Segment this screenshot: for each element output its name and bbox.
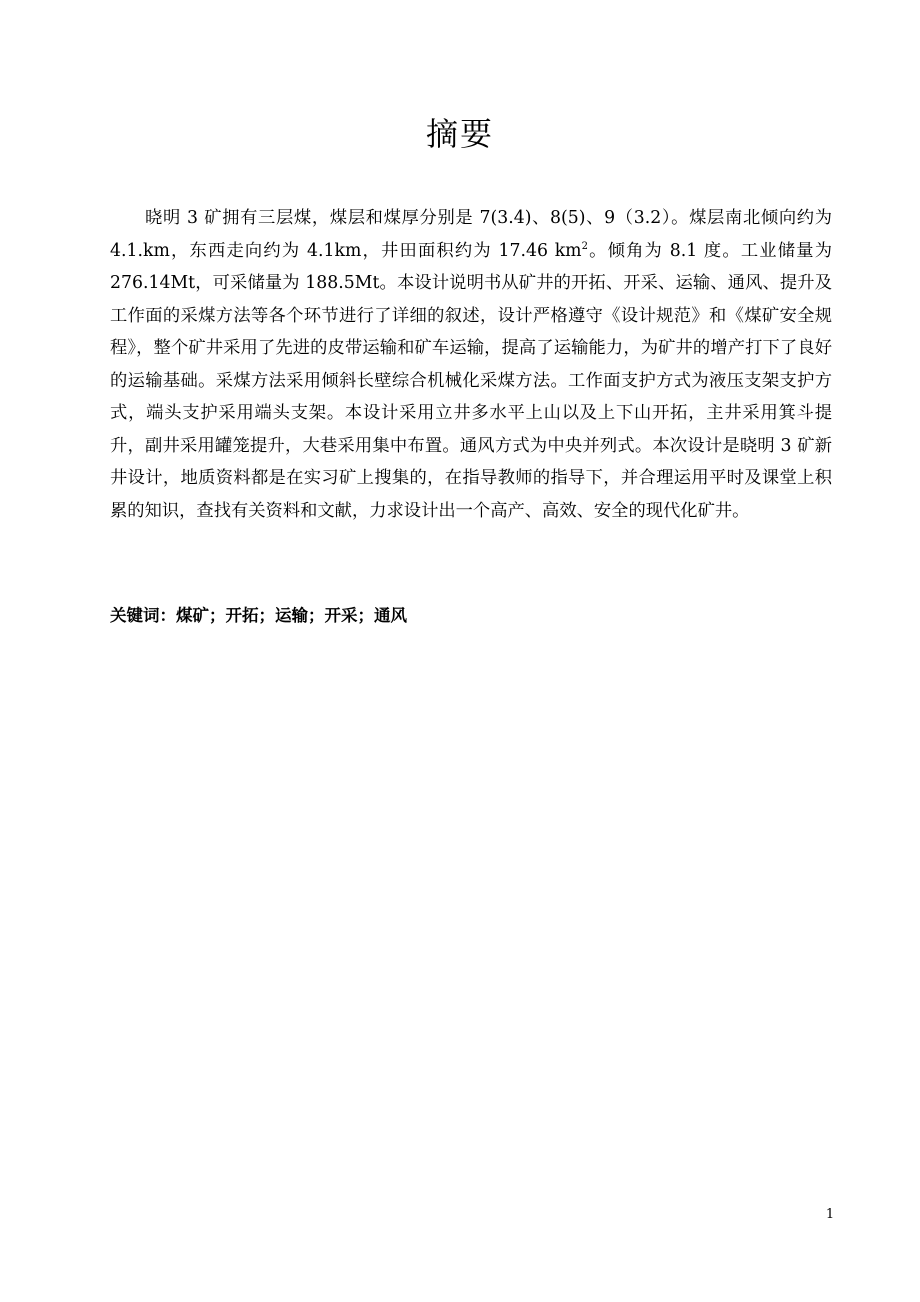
page-title: 摘要 — [425, 115, 494, 153]
abstract-text-part2: 。倾角为 8.1 度。工业储量为 276.14Mt，可采储量为 188.5Mt。本设计说明书从矿井的开拓、开采、运输、通风、提升及工作面的采煤方法等各个环节进行了详细的叙述，设计严格遵守《设计规范》和《煤矿安全规程》，整个矿井采用了先进的皮带运输和矿车运输，提高了运输能力，为矿井的增产打下了良好的运输基础。采煤方法采用倾斜长壁综合机械化采煤方法。工作面支护方式为液压支架支护方式，端头支护采用端头支架。本设计采用立井多水平上山以及上下山开拓，主井采用箕斗提升，副井采用罐笼提升，大巷采用集中布置。通风方式为中央并列式。本次设计是晓明 3 矿新井设计，地质资料都是在实习矿上搜集的，在指导教师的指导下，并合理运用平时及课堂上积累的知识，查找有关资料和文献，力求设计出一个高产、高效、安全的现代化矿井。 — [110, 240, 832, 521]
keywords-line: 关键词：煤矿；开拓；运输；开采；通风 — [110, 606, 407, 625]
abstract-text-part1: 晓明 3 矿拥有三层煤，煤层和煤厚分别是 7(3.4)、8(5)、9（3.2）。煤层南北倾向约为 4.1.km，东西走向约为 4.1km，井田面积约为 17.46 km — [110, 208, 832, 261]
superscript-exponent: 2 — [581, 240, 588, 252]
page-number: 1 — [825, 1207, 835, 1222]
abstract-paragraph — [110, 202, 832, 527]
